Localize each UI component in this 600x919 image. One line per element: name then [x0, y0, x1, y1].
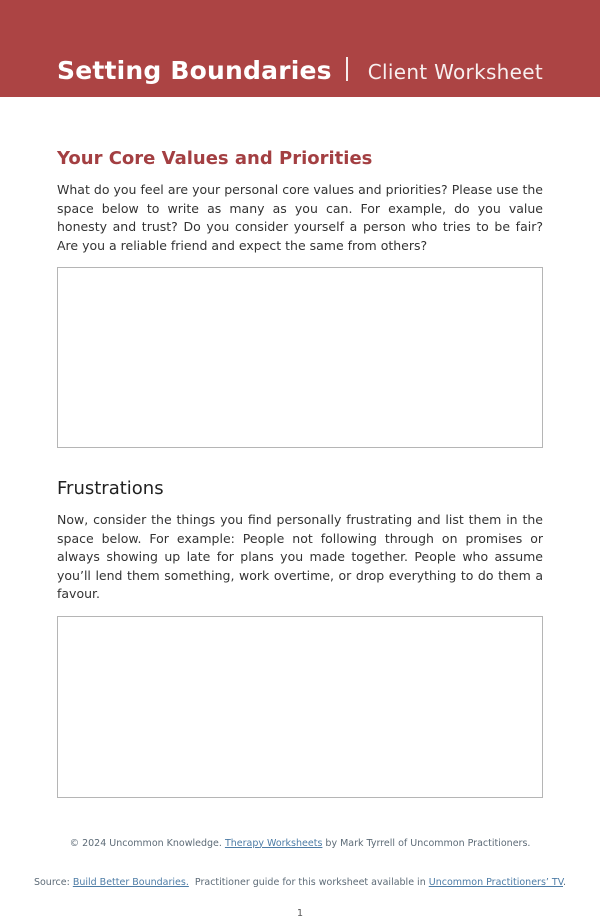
footer-source-label: Source: — [33, 876, 73, 888]
build-better-boundaries-link[interactable]: Build Better Boundaries. — [72, 876, 189, 888]
worksheet-title: Setting Boundaries — [57, 55, 332, 85]
frustrations-heading: Frustrations — [57, 478, 164, 499]
footer-end-period: . — [563, 876, 567, 888]
uncommon-practitioners-tv-link[interactable]: Uncommon Practitioners’ TV — [428, 876, 564, 888]
core-values-heading: Your Core Values and Priorities — [57, 148, 373, 169]
frustrations-instructions: Now, consider the things you find personally frustrating and list them in the space below. For example: People not following through on promises or always showing up late for plans you made together. People who assume you’ll lend them something, work overtime, or drop everything to do them a favour. — [57, 512, 543, 601]
footer-author-text: by Mark Tyrrell of Uncommon Practitioners. — [322, 837, 531, 849]
footer-line-2 — [0, 876, 600, 889]
frustrations-input-box[interactable] — [57, 616, 543, 798]
therapy-worksheets-link[interactable]: Therapy Worksheets — [224, 837, 323, 849]
worksheet-subtitle: Client Worksheet — [367, 60, 543, 84]
footer — [0, 811, 600, 902]
core-values-instructions: What do you feel are your personal core values and priorities? Please use the space below to write as many as you can. For example, do you value honesty and trust? Do you consider yourself a person who tries to be fair? Are you a reliable friend and expect the same from others? — [57, 182, 543, 253]
footer-copyright-text: © 2024 Uncommon Knowledge. — [69, 837, 225, 849]
header-band — [0, 0, 600, 97]
worksheet-body — [0, 148, 600, 798]
header-right-group — [346, 57, 543, 84]
page-number: 1 — [296, 907, 304, 919]
core-values-input-box[interactable] — [57, 267, 543, 448]
pipe-separator — [346, 57, 348, 81]
footer-guide-text: Practitioner guide for this worksheet available in — [188, 876, 429, 888]
